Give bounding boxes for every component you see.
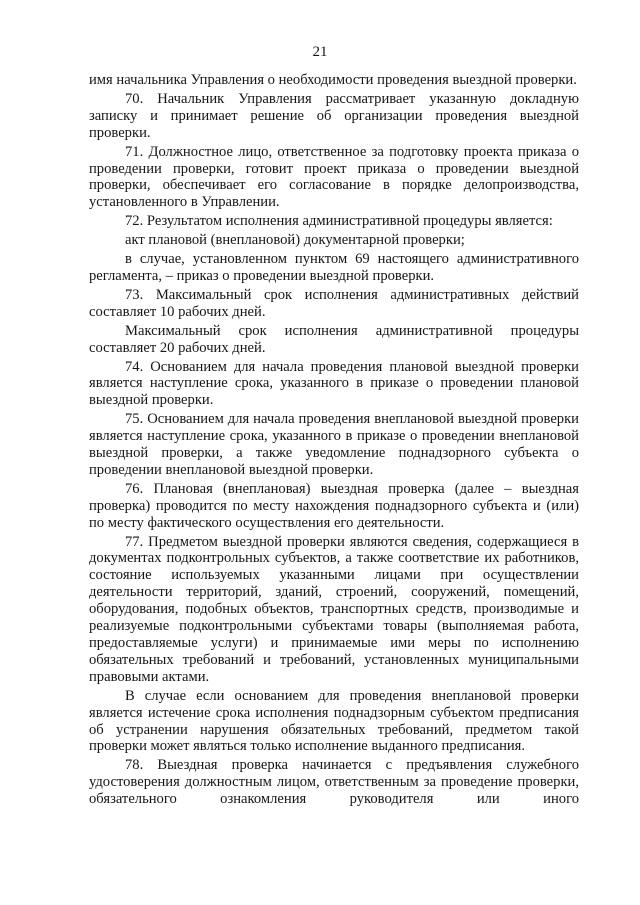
document-body: [89, 72, 579, 810]
paragraph-76: 76. Плановая (внеплановая) выездная проверка (далее – выездная проверка) проводится по месту нахождения поднадзорного субъекта и (или) по месту фактического осуществления его деятельности.: [89, 480, 579, 531]
paragraph-72-item-act: акт плановой (внеплановой) документарной проверки;: [125, 232, 465, 249]
paragraph-72-item-order: в случае, установленном пунктом 69 настоящего административного регламента, – приказ о проведении выездной проверки.: [89, 251, 579, 284]
paragraph-73-max-term: Максимальный срок исполнения административной процедуры составляет 20 рабочих дней.: [89, 322, 579, 356]
paragraph-77-unscheduled: В случае если основанием для проведения внеплановой проверки является истечение срока исполнения поднадзорным субъектом предписания об устранении нарушения обязательных требований, предметом такой проверки может являться только исполнение выданного предписания.: [89, 687, 579, 755]
paragraph-75: 75. Основанием для начала проведения внеплановой выездной проверки является наступление срока, указанного в приказе о проведении внеплановой выездной проверки, а также уведомление поднадзорного субъекта о проведении внеплановой выездной проверки.: [89, 411, 579, 478]
paragraph-78: 78. Выездная проверка начинается с предъявления служебного удостоверения должностным лицом, ответственным за проведение проверки, обязательного ознакомления руководителя или иного: [89, 757, 579, 808]
paragraph-72: 72. Результатом исполнения административной процедуры является:: [125, 213, 553, 230]
paragraph-74: 74. Основанием для начала проведения плановой выездной проверки является наступление срока, указанного в приказе о проведении плановой выездной проверки.: [89, 358, 579, 409]
paragraph-73: 73. Максимальный срок исполнения административных действий составляет 10 рабочих дней.: [89, 286, 579, 320]
paragraph-71: 71. Должностное лицо, ответственное за подготовку проекта приказа о проведении проверки, готовит проект приказа о проведении выездной проверки, обеспечивает его согласование в порядке делопроизводства, установленного в Управлении.: [89, 143, 579, 211]
paragraph-70: 70. Начальник Управления рассматривает указанную докладную записку и принимает решение об организации проведения выездной проверки.: [89, 90, 579, 141]
paragraph-continuation: имя начальника Управления о необходимости проведения выездной проверки.: [89, 72, 577, 88]
page-number: 21: [312, 44, 328, 60]
paragraph-77: 77. Предметом выездной проверки являются сведения, содержащиеся в документах подконтрольных субъектов, а также соответствие их работников, состояние используемых указанными лицами при осуществлении деятельности территорий, зданий, строений, сооружений, помещений, оборудования, подобных объектов, транспортных средств, производимые и реализуемые подконтрольными субъектами товары (выполняемая работа, предоставляемые услуги) и принимаемые ими меры по исполнению обязательных требований и требований, установленных муниципальными правовыми актами.: [89, 533, 579, 685]
